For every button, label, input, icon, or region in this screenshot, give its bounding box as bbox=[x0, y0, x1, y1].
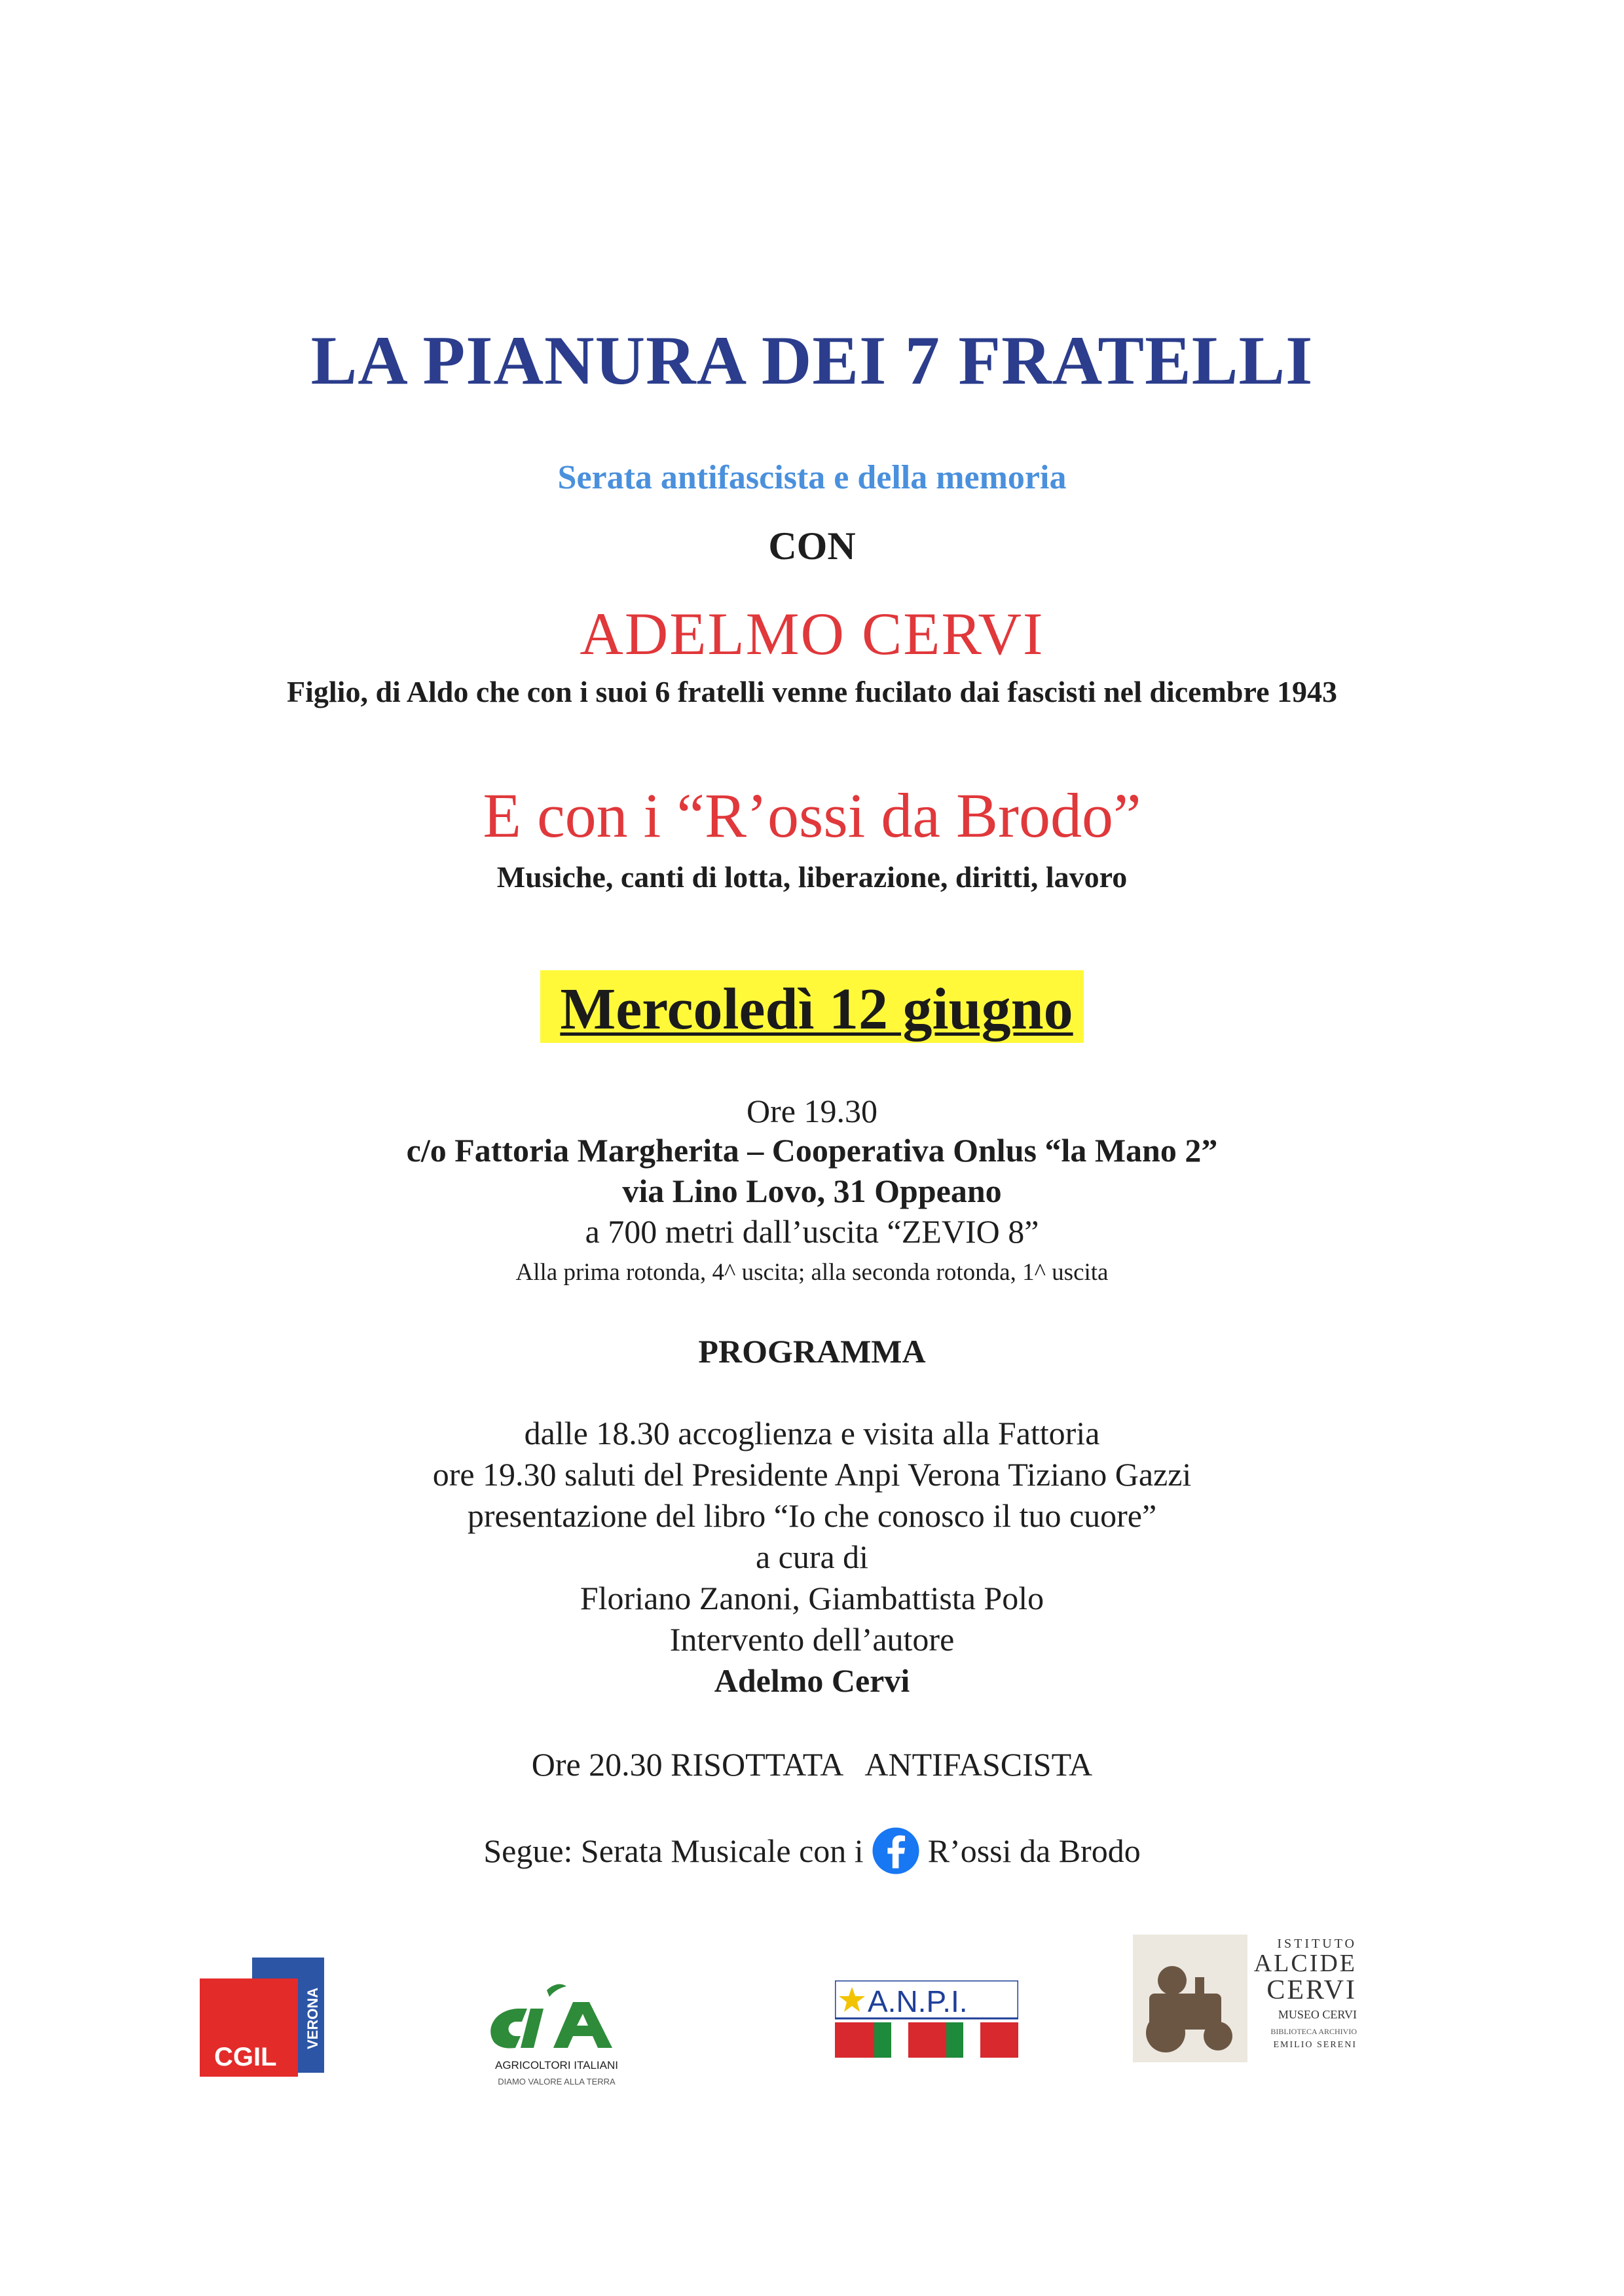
guest-description: Figlio, di Aldo che con i suoi 6 fratelli venne fucilato dai fascisti nel dicembre 1943 bbox=[287, 675, 1337, 708]
anpi-logo bbox=[835, 1980, 1018, 2058]
con-label: CON bbox=[768, 524, 856, 568]
cervi-line6: EMILIO SERENI bbox=[1273, 2040, 1357, 2050]
cervi-line3: CERVI bbox=[1266, 1975, 1357, 2005]
event-directions: Alla prima rotonda, 4^ uscita; alla seconda rotonda, 1^ uscita bbox=[515, 1259, 1109, 1286]
after-suffix: R’ossi da Brodo bbox=[927, 1832, 1141, 1869]
programme-line: dalle 18.30 accoglienza e visita alla Fattoria bbox=[524, 1415, 1100, 1451]
cgil-logo bbox=[200, 1958, 324, 2077]
programme-line: Floriano Zanoni, Giambattista Polo bbox=[580, 1580, 1044, 1616]
cervi-line1: ISTITUTO bbox=[1277, 1937, 1357, 1951]
programme-line: presentazione del libro “Io che conosco il tuo cuore” bbox=[467, 1497, 1157, 1534]
band-description: Musiche, canti di lotta, liberazione, diritti, lavoro bbox=[496, 860, 1128, 894]
cia-logo bbox=[481, 1964, 632, 2095]
anpi-text: A.N.P.I. bbox=[868, 1984, 968, 2018]
after-prefix: Segue: Serata Musicale con i bbox=[483, 1832, 864, 1869]
after-line bbox=[0, 1827, 1624, 1875]
programme-line: ore 19.30 saluti del Presidente Anpi Verona Tiziano Gazzi bbox=[432, 1456, 1192, 1493]
guest-name: ADELMO CERVI bbox=[580, 600, 1044, 667]
cia-line1: AGRICOLTORI ITALIANI bbox=[495, 2059, 618, 2071]
event-address: via Lino Lovo, 31 Oppeano bbox=[622, 1173, 1002, 1209]
facebook-icon bbox=[872, 1827, 920, 1875]
event-date: Mercoledì 12 giugno bbox=[540, 970, 1083, 1043]
cia-mark bbox=[490, 1984, 612, 2049]
band-line: E con i “R’ossi da Brodo” bbox=[483, 780, 1141, 850]
programme-line: Intervento dell’autore bbox=[669, 1621, 955, 1658]
cgil-side-text: VERONA bbox=[304, 1987, 321, 2049]
programme-heading: PROGRAMMA bbox=[698, 1333, 926, 1370]
cgil-text: CGIL bbox=[214, 2043, 277, 2071]
dinner-line: Ore 20.30 RISOTTATA ANTIFASCISTA bbox=[531, 1746, 1093, 1783]
event-time: Ore 19.30 bbox=[747, 1093, 877, 1129]
cervi-line2: ALCIDE bbox=[1253, 1950, 1357, 1977]
cervi-line5: BIBLIOTECA ARCHIVIO bbox=[1270, 2027, 1357, 2036]
event-venue: c/o Fattoria Margherita – Cooperativa Onlus “la Mano 2” bbox=[406, 1132, 1218, 1169]
programme-line: a cura di bbox=[755, 1539, 869, 1575]
cervi-line4: MUSEO CERVI bbox=[1278, 2008, 1357, 2021]
programme-author: Adelmo Cervi bbox=[714, 1662, 910, 1699]
event-distance: a 700 metri dall’uscita “ZEVIO 8” bbox=[585, 1213, 1039, 1250]
cia-line2: DIAMO VALORE ALLA TERRA bbox=[498, 2077, 616, 2086]
cervi-logo bbox=[1133, 1935, 1362, 2062]
date-block bbox=[0, 970, 1624, 1043]
poster-title: LA PIANURA DEI 7 FRATELLI bbox=[310, 322, 1314, 399]
poster-subtitle: Serata antifascista e della memoria bbox=[557, 459, 1067, 496]
